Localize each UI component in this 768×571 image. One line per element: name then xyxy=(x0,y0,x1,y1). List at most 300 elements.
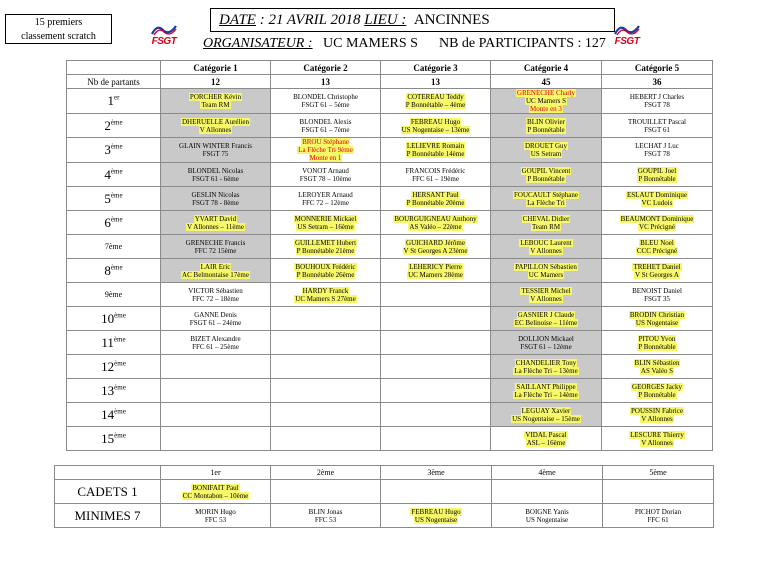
rider-name xyxy=(161,167,270,175)
rider-club xyxy=(271,175,380,183)
rider-text: CC Montabon – 10ème xyxy=(182,491,249,500)
rider-text: Team RM xyxy=(201,101,230,109)
rider-text: VC Ludois xyxy=(641,198,673,207)
result-cell xyxy=(271,235,381,259)
partants-count: 13 xyxy=(271,75,381,89)
result-row xyxy=(67,163,713,187)
rider-text: TROUILLET Pascal xyxy=(628,117,686,126)
rider-text: US Nogentaise xyxy=(635,318,679,327)
rider-club xyxy=(271,126,380,134)
result-cell xyxy=(602,187,713,211)
rider-note xyxy=(271,154,380,162)
rider-text: FFC 53 xyxy=(314,515,337,524)
rank-number: 8 xyxy=(104,262,111,278)
rider-name xyxy=(603,508,713,516)
rider-name xyxy=(491,431,601,439)
youth-result-cell xyxy=(161,480,271,504)
youth-result-cell xyxy=(381,504,492,528)
rider-club xyxy=(161,343,270,351)
rider-text: BONIFAIT Paul xyxy=(192,483,239,492)
rank-suffix: ème xyxy=(113,335,126,344)
rider-name xyxy=(381,239,490,247)
rider-text: US Setram xyxy=(530,150,562,158)
rank-suffix: ème xyxy=(114,359,126,368)
rider-text: V St Georges A 23ème xyxy=(403,246,468,255)
partants-row xyxy=(67,75,713,89)
rider-name xyxy=(491,407,601,415)
rider-club xyxy=(271,199,380,207)
result-row xyxy=(67,355,713,379)
youth-place-header: 4ème xyxy=(492,466,603,480)
rank-number: 11 xyxy=(101,334,114,350)
result-cell xyxy=(161,331,271,355)
rider-name xyxy=(602,93,712,101)
rider-text: UC Mamers S 27ème xyxy=(295,294,356,303)
rider-club xyxy=(602,101,712,109)
rider-text: BOUHOUX Frédéric xyxy=(295,262,356,271)
youth-header-row xyxy=(55,466,714,480)
rider-text: FFC 72 – 18ème xyxy=(192,294,239,303)
result-cell xyxy=(271,331,381,355)
rider-name xyxy=(602,263,712,271)
rider-club xyxy=(602,126,712,134)
rider-text: MORIN Hugo xyxy=(195,507,236,516)
rider-text: FSGT 75 xyxy=(202,150,229,158)
rider-text: VONOT Arnaud xyxy=(302,166,349,175)
rider-name xyxy=(491,167,601,175)
date-label: DATE xyxy=(219,12,256,28)
result-row xyxy=(67,307,713,331)
rider-club xyxy=(161,271,270,279)
youth-result-cell xyxy=(271,480,381,504)
rider-name xyxy=(271,215,380,223)
result-cell xyxy=(271,283,381,307)
result-cell xyxy=(381,403,491,427)
result-cell xyxy=(491,187,602,211)
result-cell xyxy=(271,307,381,331)
result-cell xyxy=(602,403,713,427)
rank-cell xyxy=(67,331,161,355)
result-cell xyxy=(161,114,271,138)
result-cell xyxy=(491,138,602,163)
result-cell xyxy=(602,355,713,379)
partants-label: Nb de partants xyxy=(67,75,161,89)
result-cell xyxy=(381,114,491,138)
rank-suffix: ème xyxy=(114,431,126,440)
youth-category-label: CADETS 1 xyxy=(55,480,161,504)
rider-text: P Bonnétable 26ème xyxy=(296,270,355,279)
rider-text: LAIR Eric xyxy=(200,262,231,271)
rider-club xyxy=(161,319,270,327)
rider-text: ASL – 16ème xyxy=(526,438,566,447)
rank-suffix: ème xyxy=(114,383,126,392)
result-cell xyxy=(491,163,602,187)
rider-name xyxy=(602,118,712,126)
rider-name xyxy=(602,359,712,367)
rider-text: P Bonnétable xyxy=(638,174,676,183)
rider-text: LEHERICY Pierre xyxy=(409,262,462,271)
rider-text: VC Précigné xyxy=(639,222,675,231)
result-cell xyxy=(161,187,271,211)
rider-text: FSGT 61 – 5ème xyxy=(301,101,350,109)
result-cell xyxy=(381,307,491,331)
rider-text: FEBREAU Hugo xyxy=(410,117,461,126)
result-cell xyxy=(602,211,713,235)
rider-text: FFC 61 xyxy=(647,515,669,524)
rider-text: V Allonnes – 11ème xyxy=(187,222,244,231)
rider-text: BLIN Olivier xyxy=(527,117,565,126)
rider-name xyxy=(381,167,490,175)
rider-text: DHERUELLE Aurélien xyxy=(181,117,250,126)
rider-text: FSGT 61 – 7ème xyxy=(301,125,350,134)
rider-club xyxy=(381,126,490,134)
rank-cell xyxy=(67,187,161,211)
rider-text: GOUPIL Vincent xyxy=(521,166,571,175)
result-row xyxy=(67,235,713,259)
rider-text: FSGT 78 xyxy=(644,150,670,158)
result-cell xyxy=(271,355,381,379)
rider-club xyxy=(602,223,712,231)
result-cell xyxy=(602,138,713,163)
result-cell xyxy=(161,403,271,427)
youth-result-cell xyxy=(603,480,714,504)
rider-text: GEORGES Jacky xyxy=(632,382,682,391)
rider-text: BOIGNE Yanis xyxy=(525,507,569,516)
results-table xyxy=(66,60,713,451)
rank-suffix: ème xyxy=(110,118,123,127)
rider-club xyxy=(491,199,601,207)
rider-club xyxy=(602,295,712,303)
result-row xyxy=(67,403,713,427)
result-cell xyxy=(161,379,271,403)
fsgt-logo-right xyxy=(612,24,642,54)
rider-name xyxy=(491,359,601,367)
rider-text: LEGUAY Xavier xyxy=(521,406,571,415)
rider-text: AS Valéo S xyxy=(640,366,674,375)
rank-number: 3 xyxy=(104,142,111,157)
result-cell xyxy=(381,211,491,235)
rider-text: Monte en 1 xyxy=(309,154,342,162)
rider-name xyxy=(271,191,380,199)
category-header: Catégorie 5 xyxy=(602,61,713,75)
participants-value: 127 xyxy=(584,36,606,51)
rider-name xyxy=(491,335,601,343)
rider-text: BOURGUIGNEAU Anthony xyxy=(394,214,477,223)
rank-cell xyxy=(67,355,161,379)
youth-row xyxy=(55,504,714,528)
rider-club xyxy=(381,271,490,279)
result-cell xyxy=(491,235,602,259)
rider-name xyxy=(491,287,601,295)
rider-text: FFC 61 – 19ème xyxy=(412,174,459,183)
rider-club xyxy=(602,199,712,207)
rank-cell xyxy=(67,114,161,138)
rider-club xyxy=(271,295,380,303)
rider-text: V Allonnes xyxy=(641,414,673,423)
rank-cell xyxy=(67,138,161,163)
result-cell xyxy=(381,259,491,283)
rider-name xyxy=(381,142,490,150)
rider-club xyxy=(602,150,712,158)
rider-text: BRODIN Christian xyxy=(629,310,685,319)
rank-number: 15 xyxy=(101,430,115,446)
rider-text: PICHOT Dorian xyxy=(634,507,682,516)
rider-text: MONNERIE Mickael xyxy=(294,214,357,223)
rider-text: FOUCAULT Stéphane xyxy=(514,190,578,199)
rank-suffix: ème xyxy=(114,311,126,320)
rank-suffix: ème xyxy=(110,167,123,176)
rider-text: US Nogentaise – 13ème xyxy=(401,125,470,134)
youth-result-cell xyxy=(271,504,381,528)
result-cell xyxy=(602,283,713,307)
rank-suffix: ème xyxy=(110,263,123,272)
result-cell xyxy=(602,163,713,187)
youth-category-label: MINIMES 7 xyxy=(55,504,161,528)
rider-text: DOLLION Mickael xyxy=(518,334,574,343)
organisateur-label: ORGANISATEUR : xyxy=(203,36,313,51)
rank-suffix: ème xyxy=(114,407,126,416)
rider-club xyxy=(602,391,712,399)
rider-note xyxy=(491,105,601,113)
rider-text: V Allonnes xyxy=(530,294,562,303)
rider-name xyxy=(271,138,380,146)
rider-text: FFC 61 – 25ème xyxy=(192,342,239,351)
result-cell xyxy=(491,211,602,235)
rider-club xyxy=(602,319,712,327)
rider-text: FRANCOIS Frédéric xyxy=(405,166,466,175)
result-cell xyxy=(381,283,491,307)
rider-name xyxy=(161,118,270,126)
result-cell xyxy=(381,187,491,211)
rider-club xyxy=(602,343,712,351)
rider-text: YVART David xyxy=(194,214,237,223)
result-row xyxy=(67,427,713,451)
rider-text: UC Mamers xyxy=(528,270,564,279)
result-cell xyxy=(161,211,271,235)
rider-name xyxy=(381,118,490,126)
rank-cell xyxy=(67,403,161,427)
rider-name xyxy=(161,508,270,516)
result-cell xyxy=(602,427,713,451)
rider-name xyxy=(602,431,712,439)
rider-club xyxy=(161,247,270,255)
result-row xyxy=(67,259,713,283)
result-cell xyxy=(381,427,491,451)
rider-text: BLIN Jonas xyxy=(308,507,343,516)
rider-name xyxy=(161,311,270,319)
result-row xyxy=(67,138,713,163)
rider-text: BLIN Sébastien xyxy=(634,358,680,367)
rider-text: BLEU Noel xyxy=(640,238,674,247)
rider-text: FFC 53 xyxy=(204,515,227,524)
rider-club xyxy=(271,223,380,231)
result-cell xyxy=(491,379,602,403)
rider-club xyxy=(602,271,712,279)
result-cell xyxy=(161,138,271,163)
rider-text: FFC 72 15ème xyxy=(194,246,237,255)
rider-name xyxy=(271,508,380,516)
rider-text: FFC 72 – 12ème xyxy=(302,198,349,207)
result-cell xyxy=(271,163,381,187)
rider-text: P Bonnétable xyxy=(527,125,565,134)
rider-name xyxy=(602,335,712,343)
rider-text: VIDAL Pascal xyxy=(525,430,567,439)
rider-text: GRENECHE Francis xyxy=(185,238,246,247)
rider-text: FSGT 35 xyxy=(644,294,670,303)
rider-name xyxy=(161,215,270,223)
rider-name xyxy=(491,118,601,126)
partants-count: 12 xyxy=(161,75,271,89)
rider-club xyxy=(161,150,270,158)
rider-text: COTEREAU Teddy xyxy=(407,93,464,101)
rider-club xyxy=(381,516,491,524)
rider-club xyxy=(492,516,602,524)
rider-club xyxy=(602,175,712,183)
scratch-ranking-box xyxy=(5,14,112,44)
youth-place-header: 1er xyxy=(161,466,271,480)
rank-number: 14 xyxy=(101,406,115,422)
rider-text: CHEVAL Didier xyxy=(522,214,570,223)
youth-row xyxy=(55,480,714,504)
result-cell xyxy=(381,89,491,114)
rider-name xyxy=(491,191,601,199)
rank-cell xyxy=(67,211,161,235)
partants-count: 45 xyxy=(491,75,602,89)
rider-club xyxy=(491,439,601,447)
result-cell xyxy=(271,114,381,138)
rank-number: 7ème xyxy=(104,241,123,251)
result-cell xyxy=(602,235,713,259)
result-cell xyxy=(161,427,271,451)
rider-text: PITOU Yvon xyxy=(638,334,676,343)
rider-text: FSGT 61 – 24ème xyxy=(189,318,242,327)
rider-name xyxy=(491,239,601,247)
rider-club xyxy=(491,175,601,183)
result-cell xyxy=(491,355,602,379)
result-cell xyxy=(271,427,381,451)
result-cell xyxy=(271,403,381,427)
rank-cell xyxy=(67,163,161,187)
category-header: Catégorie 1 xyxy=(161,61,271,75)
rider-name xyxy=(271,239,380,247)
rider-text: US Nogentaise – 15ème xyxy=(512,414,580,423)
youth-result-cell xyxy=(492,480,603,504)
rank-number: 12 xyxy=(101,358,115,374)
rider-club xyxy=(271,271,380,279)
rank-suffix: ème xyxy=(110,191,123,200)
rider-club xyxy=(271,516,380,524)
rider-text: BEAUMONT Dominique xyxy=(620,214,694,223)
rider-text: V Allonnes xyxy=(199,125,232,134)
rider-text: La Flèche Tri 9ème xyxy=(298,146,353,154)
rider-text: La Flèche Tri – 14ème xyxy=(514,390,578,399)
rank-cell xyxy=(67,427,161,451)
rider-club xyxy=(491,97,601,105)
result-cell xyxy=(381,163,491,187)
rider-club xyxy=(491,223,601,231)
result-row xyxy=(67,114,713,138)
rider-name xyxy=(602,383,712,391)
rider-club xyxy=(603,516,713,524)
rider-text: P Bonnétable 20ème xyxy=(406,198,465,207)
result-cell xyxy=(161,235,271,259)
rider-club xyxy=(161,199,270,207)
date-value: 21 AVRIL 2018 xyxy=(268,12,361,28)
rank-number: 2 xyxy=(104,117,111,133)
rider-name xyxy=(271,263,380,271)
result-cell xyxy=(381,235,491,259)
lieu-label: LIEU : xyxy=(364,12,407,28)
rider-club xyxy=(161,101,270,109)
result-cell xyxy=(271,89,381,114)
rank-suffix: ème xyxy=(110,215,123,224)
rider-text: GUILLEMET Hubert xyxy=(294,238,357,247)
rider-name xyxy=(271,93,380,101)
rider-text: BENOIST Daniel xyxy=(632,286,682,295)
youth-result-cell xyxy=(492,504,603,528)
rider-text: AC Belmontaise 17ème xyxy=(182,270,249,279)
rider-name xyxy=(161,191,270,199)
rider-club xyxy=(161,126,270,134)
rider-name xyxy=(492,508,602,516)
rider-name xyxy=(602,407,712,415)
result-cell xyxy=(161,89,271,114)
rider-name xyxy=(602,215,712,223)
rider-club xyxy=(491,367,601,375)
rider-name xyxy=(271,287,380,295)
rider-club xyxy=(271,247,380,255)
rider-text: BLONDEL Christophe xyxy=(293,93,358,101)
rider-text: ESLAUT Dominique xyxy=(627,190,687,199)
rider-club xyxy=(491,247,601,255)
rider-text: LELIEVRE Romain xyxy=(406,142,465,150)
rider-text: US Setram – 16ème xyxy=(297,222,354,231)
rider-text: CHANDELIER Tony xyxy=(515,358,577,367)
fsgt-logo-text-left: FSGT xyxy=(151,36,177,47)
result-row xyxy=(67,331,713,355)
rider-club xyxy=(161,175,270,183)
rank-cell xyxy=(67,307,161,331)
rank-number: 4 xyxy=(104,166,111,182)
category-header: Catégorie 2 xyxy=(271,61,381,75)
youth-result-cell xyxy=(161,504,271,528)
rank-cell xyxy=(67,283,161,307)
result-row xyxy=(67,211,713,235)
rider-text: BLONDEL Alexis xyxy=(299,117,352,126)
corner-cell xyxy=(67,61,161,75)
fsgt-logo-left xyxy=(149,24,179,54)
partants-count: 36 xyxy=(602,75,713,89)
rider-text: GRENECHE Charly xyxy=(516,89,576,97)
rank-suffix: er xyxy=(114,93,120,102)
rider-text: V Allonnes xyxy=(641,438,673,447)
rider-text: P Bonnétable 14ème xyxy=(406,150,465,158)
result-cell xyxy=(602,331,713,355)
youth-results-table xyxy=(54,465,714,528)
rank-number: 10 xyxy=(101,310,115,326)
rider-text: P Bonnétable – 4ème xyxy=(405,101,466,109)
organizer-line xyxy=(203,36,606,52)
event-header: DATE : 21 AVRIL 2018 LIEU : ANCINNES xyxy=(210,8,615,32)
rider-text: HERSANT Paul xyxy=(412,190,459,199)
rider-text: EC Belinoise – 11ème xyxy=(514,318,578,327)
result-cell xyxy=(161,307,271,331)
rank-number: 5 xyxy=(104,190,111,206)
rider-name xyxy=(491,311,601,319)
rider-club xyxy=(381,101,490,109)
result-cell xyxy=(381,138,491,163)
rider-name xyxy=(602,311,712,319)
